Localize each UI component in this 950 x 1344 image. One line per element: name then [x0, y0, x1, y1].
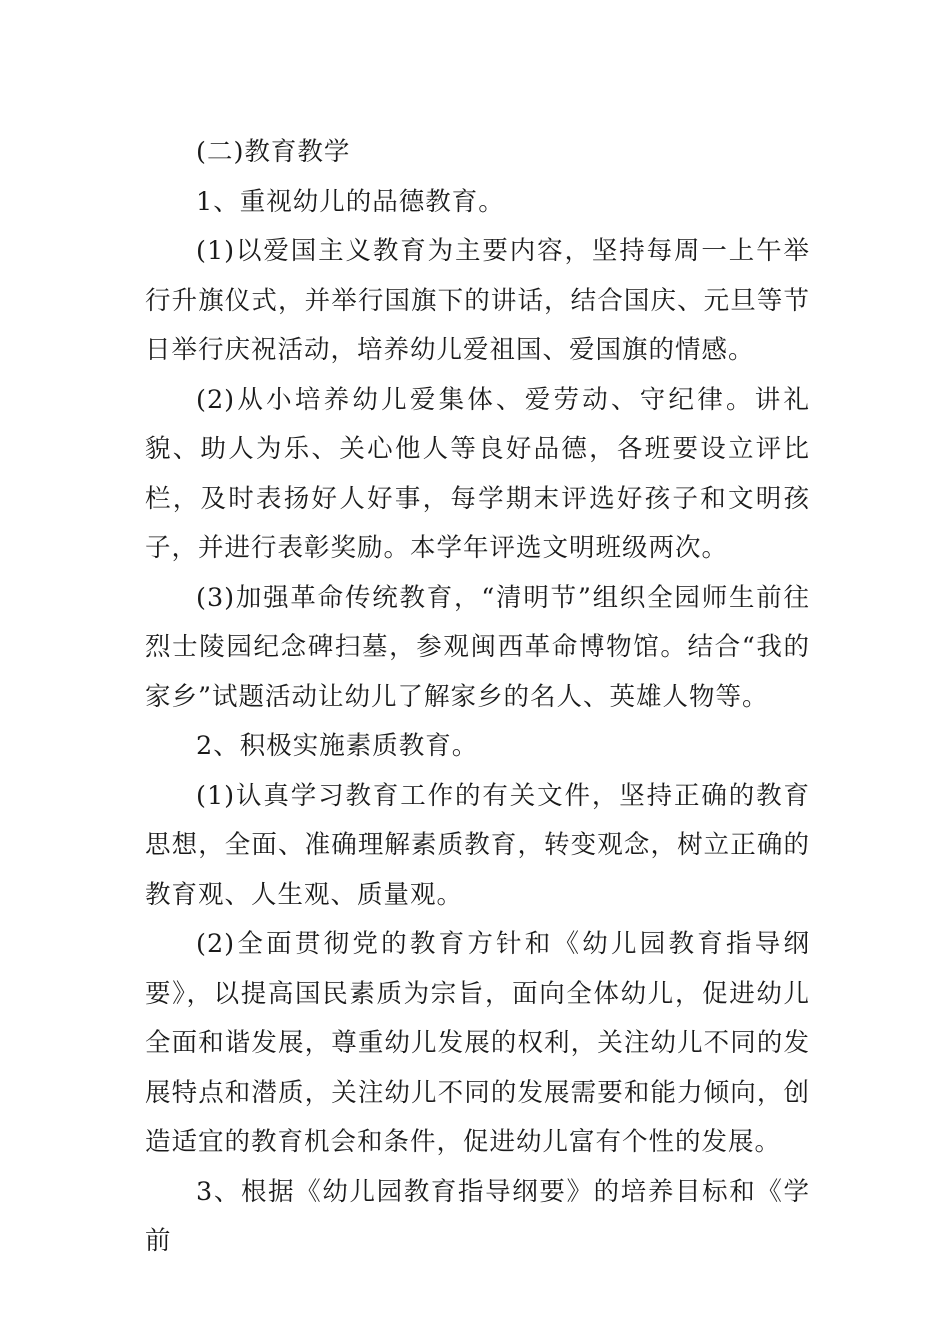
paragraph: (2)从小培养幼儿爱集体、爱劳动、守纪律。讲礼貌、助人为乐、关心他人等良好品德，各班要设立评比栏，及时表扬好人好事，每学期末评选好孩子和文明孩子，并进行表彰奖励。本学年评选文明班级两次。	[145, 384, 810, 563]
paragraph: (3)加强革命传统教育，“清明节”组织全园师生前往烈士陵园纪念碑扫墓，参观闽西革命博物馆。结合“我的家乡”试题活动让幼儿了解家乡的名人、英雄人物等。	[145, 582, 810, 712]
item-heading: 3、根据《幼儿园教育指导纲要》的培养目标和《学前	[145, 1176, 810, 1256]
item-heading: 2、积极实施素质教育。	[196, 731, 479, 761]
paragraph: (1)认真学习教育工作的有关文件，坚持正确的教育思想，全面、准确理解素质教育，转变观念，树立正确的教育观、人生观、质量观。	[145, 780, 810, 910]
document-body	[145, 128, 810, 1267]
section-heading: (二)教育教学	[196, 137, 351, 167]
item-heading: 1、重视幼儿的品德教育。	[196, 186, 505, 217]
paragraph: (1)以爱国主义教育为主要内容，坚持每周一上午举行升旗仪式，并举行国旗下的讲话，结合国庆、元旦等节日举行庆祝活动，培养幼儿爱祖国、爱国旗的情感。	[145, 236, 810, 365]
paragraph: (2)全面贯彻党的教育方针和《幼儿园教育指导纲要》，以提高国民素质为宗旨，面向全体幼儿，促进幼儿全面和谐发展，尊重幼儿发展的权利，关注幼儿不同的发展特点和潜质，关注幼儿不同的发展需要和能力倾向，创造适宜的教育机会和条件，促进幼儿富有个性的发展。	[145, 929, 810, 1157]
